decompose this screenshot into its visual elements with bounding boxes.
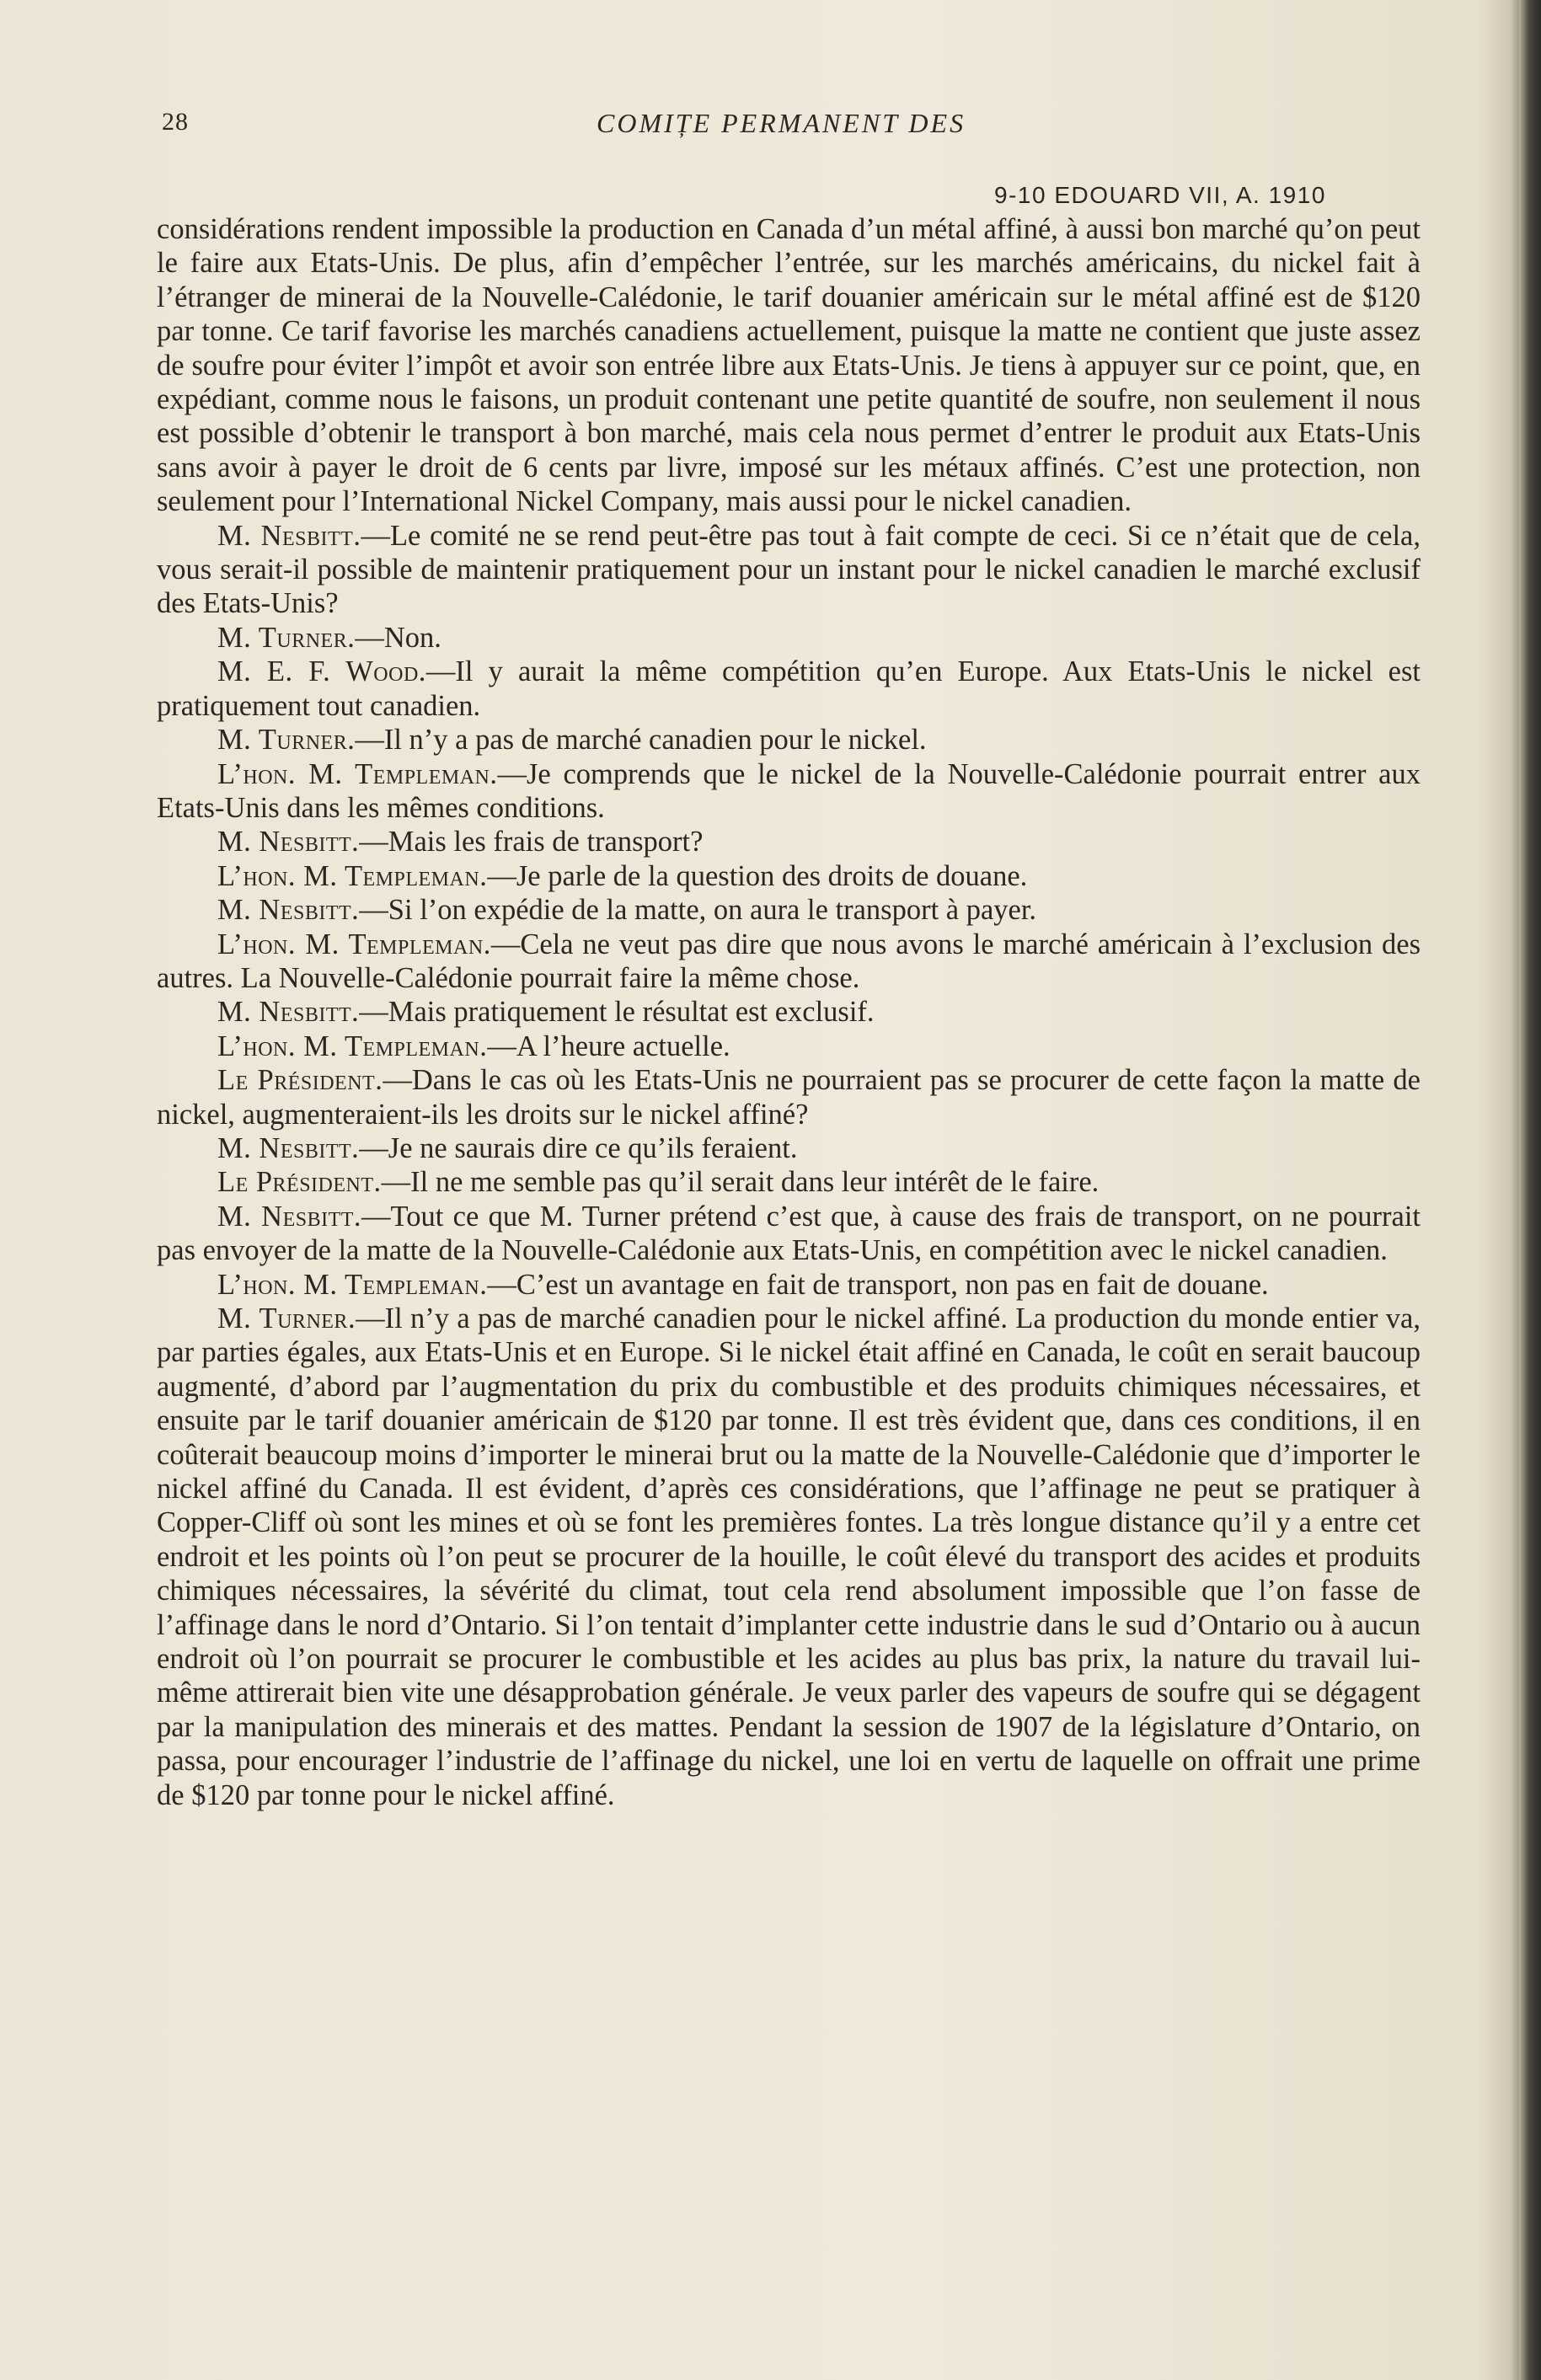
paragraph-text: —Si l’on expédie de la matte, on aura le transport à payer.	[359, 894, 1037, 927]
speaker-name: M. Turner.	[217, 724, 356, 757]
paragraph-text: —Tout ce que M. Turner prétend c’est que, à cause des frais de transport, on ne pourrait pas envoyer de la matte de la Nouvelle-Calédonie aux Etats-Unis, en compétition avec le nickel canadien.	[157, 1200, 1421, 1267]
body-text	[157, 212, 1421, 1812]
speaker-name: M. Nesbitt.	[217, 996, 360, 1029]
speaker-name: M. Nesbitt.	[217, 826, 360, 858]
paragraph-text: —Je ne saurais dire ce qu’ils feraient.	[359, 1131, 798, 1164]
paragraph-text: —A l’heure actuelle.	[487, 1030, 730, 1062]
paragraph	[157, 1030, 1421, 1063]
paragraph-text: —Non.	[355, 621, 441, 654]
paragraph-text: —Le comité ne se rend peut-être pas tout à fait compte de ceci. Si ce n’était que de cela, vous serait-il possible de maintenir pratiquement pour un instant pour le nickel canadien le marché exclusif des Etats-Unis?	[157, 519, 1421, 620]
speaker-name: L’hon. M. Templeman.	[217, 1030, 488, 1062]
paragraph-text: —Il n’y a pas de marché canadien pour le nickel.	[355, 724, 927, 757]
paragraph	[157, 655, 1421, 723]
paragraph	[157, 859, 1421, 893]
speaker-name: M. Nesbitt.	[217, 894, 360, 927]
paragraph-text: —Dans le cas où les Etats-Unis ne pourraient pas se procurer de cette façon la matte de nickel, augmenteraient-ils les droits sur le nickel affiné?	[157, 1064, 1421, 1131]
paragraph-text: —Je parle de la question des droits de douane.	[487, 859, 1028, 892]
paragraph	[157, 723, 1421, 757]
paragraph	[157, 1063, 1421, 1131]
page-number: 28	[162, 108, 189, 136]
speaker-name: L’hon. M. Templeman.	[217, 859, 488, 892]
paragraph	[157, 621, 1421, 655]
paragraph-text: —Il y aurait la même compétition qu’en Europe. Aux Etats-Unis le nickel est pratiquement tout canadien.	[157, 655, 1421, 722]
speaker-name: Le Président.	[217, 1064, 383, 1097]
speaker-name: M. Nesbitt.	[217, 1200, 362, 1233]
paragraph	[157, 1200, 1421, 1268]
paragraph	[157, 995, 1421, 1029]
speaker-name: M. Turner.	[217, 1302, 356, 1334]
paragraph-text: —Mais les frais de transport?	[359, 826, 704, 858]
speaker-name: L’hon. M. Templeman.	[217, 757, 498, 790]
paragraph	[157, 757, 1421, 826]
paragraph	[157, 212, 1421, 519]
speaker-name: M. Nesbitt.	[217, 519, 361, 552]
paragraph-text: —Mais pratiquement le résultat est exclusif.	[359, 996, 875, 1029]
paragraph-text: —C’est un avantage en fait de transport, non pas en fait de douane.	[487, 1268, 1269, 1301]
paragraph-text: —Cela ne veut pas dire que nous avons le marché américain à l’exclusion des autres. La Nouvelle-Calédonie pourrait faire la même chose.	[157, 928, 1421, 994]
session-heading: 9-10 EDOUARD VII, A. 1910	[994, 182, 1326, 208]
paragraph	[157, 1268, 1421, 1302]
paragraph	[157, 825, 1421, 858]
speaker-name: M. Turner.	[217, 621, 356, 654]
speaker-name: M. E. F. Wood.	[217, 655, 426, 688]
paragraph	[157, 1165, 1421, 1199]
paragraph	[157, 928, 1421, 996]
paragraph	[157, 893, 1421, 927]
paragraph-text: —Il ne me semble pas qu’il serait dans leur intérêt de le faire.	[381, 1166, 1100, 1199]
running-title: COMIȚE PERMANENT DES	[597, 108, 966, 138]
paragraph-text: considérations rendent impossible la production en Canada d’un métal affiné, à aussi bon marché qu’on peut le faire aux Etats-Unis. De plus, afin d’empêcher l’entrée, sur les marchés américains, du nickel fait à l’étranger de minerai de la Nouvelle-Calédonie, le tarif douanier américain sur le métal affiné est de $120 par tonne. Ce tarif favorise les marchés canadiens actuellement, puisque la matte ne contient que juste assez de soufre pour éviter l’impôt et avoir son entrée libre aux Etats-Unis. Je tiens à appuyer sur ce point, que, en expédiant, comme nous le faisons, un produit contenant une petite quantité de soufre, non seulement il nous est possible d’obtenir le transport à bon marché, mais cela nous permet d’entrer le produit aux Etats-Unis sans avoir à payer le droit de 6 cents par livre, imposé sur les métaux affinés. C’est une protection, non seulement pour l’International Nickel Company, mais aussi pour le nickel canadien.	[157, 213, 1421, 518]
speaker-name: L’hon. M. Templeman.	[217, 1268, 488, 1301]
paragraph-text: —Il n’y a pas de marché canadien pour le nickel affiné. La production du monde entier va, par parties égales, aux Etats-Unis et en Europe. Si le nickel était affiné en Canada, le coût en serait baucoup augmenté, d’abord par l’augmentation du prix du combustible et des produits chimiques nécessaires, et ensuite par le tarif douanier américain de $120 par tonne. Il est très évident que, dans ces conditions, il en coûterait beaucoup moins d’importer le minerai brut ou la matte de la Nouvelle-Calédonie que d’importer le nickel affiné du Canada. Il est évident, d’après ces considérations, que l’affinage ne peut se pratiquer à Copper-Cliff où sont les mines et où se font les premières fontes. La très longue distance qu’il y a entre cet endroit et les points où l’on peut se procurer de la houille, le coût élevé du transport des acides et produits chimiques nécessaires, la sévérité du climat, tout cela rend absolument impossible que l’on fasse de l’affinage dans le nord d’Ontario. Si l’on tentait d’implanter cette industrie dans le sud d’Ontario ou à aucun endroit où l’on pourrait se procurer le combustible et les acides au plus bas prix, la nature du travail lui-même attirerait bien vite une désapprobation générale. Je veux parler des vapeurs de soufre qui se dégagent par la manipulation des minerais et des mattes. Pendant la session de 1907 de la législature d’Ontario, on passa, pour encourager l’industrie de l’affinage du nickel, une loi en vertu de laquelle on offrait une prime de $120 par tonne pour le nickel affiné.	[157, 1302, 1421, 1811]
paragraph-text: —Je comprends que le nickel de la Nouvelle-Calédonie pourrait entrer aux Etats-Unis dans les mêmes conditions.	[157, 757, 1421, 824]
speaker-name: Le Président.	[217, 1166, 382, 1199]
speaker-name: M. Nesbitt.	[217, 1131, 360, 1164]
book-gutter-shadow	[1519, 0, 1541, 2380]
paragraph	[157, 1302, 1421, 1812]
speaker-name: L’hon. M. Templeman.	[217, 928, 491, 960]
paragraph	[157, 519, 1421, 621]
paragraph	[157, 1131, 1421, 1165]
